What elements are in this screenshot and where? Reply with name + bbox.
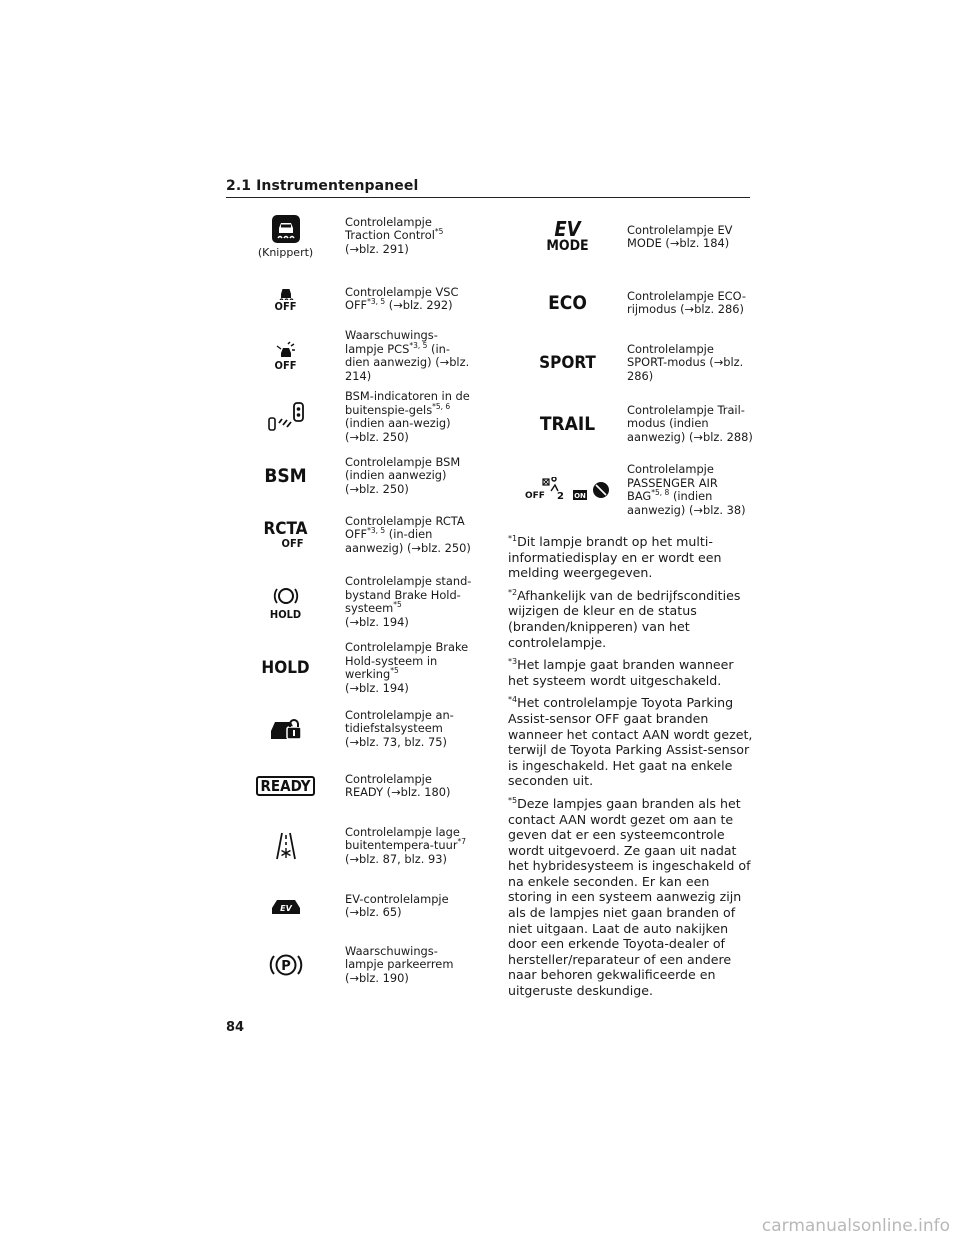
indicator-description: EV-controlelampje (→blz. 65)	[345, 891, 449, 919]
indicator-row	[226, 932, 472, 998]
indicator-description: Controlelampje stand-bystand Brake Hold-systeem$^{*5}$ (→blz. 194)	[345, 574, 472, 629]
indicator-description: Controlelampje Traction Control$^{*5}$ (→blz. 291)	[345, 214, 444, 256]
sport-mode-icon: SPORT	[539, 353, 596, 373]
indicator-row	[508, 454, 754, 526]
indicator-description: Controlelampje Brake Hold-systeem in werking$^{*5}$ (→blz. 194)	[345, 640, 469, 695]
footnote: $^{*2}$Afhankelijk van de bedrijfscondities wijzigen de kleur en de status (branden/knipperen) van het controlelampje.	[508, 587, 741, 650]
right-indicator-list	[508, 200, 754, 526]
brake-hold-operated-icon: HOLD	[261, 658, 310, 678]
indicator-description: Waarschuwings-lampje PCS$^{*3, 5}$ (in-dien aanwezig) (→blz. 214)	[345, 328, 470, 383]
ev-indicator-icon	[226, 895, 345, 917]
traction-control-icon	[226, 214, 345, 259]
indicator-row	[226, 880, 472, 932]
indicator-description: Controlelampje VSC OFF$^{*3, 5}$ (→blz. 292)	[345, 284, 459, 312]
indicator-row	[508, 332, 754, 394]
ready-icon: READY	[226, 776, 345, 796]
svg-text:ON: ON	[573, 492, 586, 500]
indicator-row	[508, 394, 754, 454]
indicator-row	[226, 326, 472, 386]
indicator-description: Waarschuwings-lampje parkeerrem (→blz. 190)	[345, 943, 454, 985]
off-label: OFF	[274, 358, 297, 372]
footnote: $^{*1}$Dit lampje brandt op het multi-informatiedisplay en er wordt een melding weergegeven.	[508, 533, 722, 581]
low-temperature-icon	[226, 831, 345, 861]
indicator-description: Controlelampje EV MODE (→blz. 184)	[627, 222, 733, 250]
indicator-row	[226, 566, 472, 638]
vsc-off-icon	[226, 286, 345, 313]
indicator-description: Controlelampje RCTA OFF$^{*3, 5}$ (in-dien aanwezig) (→blz. 250)	[345, 513, 471, 555]
footnote: $^{*4}$Het controlelampje Toyota Parking Assist-sensor OFF gaat branden wanneer het contact AAN wordt gezet, terwijl de Toyota Parking Assist-sensor is ingeschakeld. Het gaat na enkele seconden uit.	[508, 695, 753, 789]
indicator-description: Controlelampje an-tidiefstalsysteem (→blz. 73, blz. 75)	[345, 707, 454, 749]
indicator-row	[226, 698, 472, 760]
watermark: carmanualsonline.info	[761, 1216, 950, 1236]
indicator-row	[508, 274, 754, 332]
indicator-row	[226, 760, 472, 812]
eco-mode-icon: ECO	[548, 292, 587, 314]
passenger-airbag-icon	[508, 477, 627, 503]
left-indicator-list	[226, 200, 472, 998]
indicator-description: Controlelampje SPORT-modus (→blz. 286)	[627, 341, 744, 383]
indicator-row	[226, 272, 472, 326]
indicator-description: Controlelampje BSM (indien aanwezig) (→blz. 250)	[345, 454, 461, 496]
indicator-description: BSM-indicatoren in de buitenspie-gels$^{*5, 6}$ (indien aan-wezig) (→blz. 250)	[345, 389, 470, 444]
section-header: 2.1 Instrumentenpaneel	[226, 178, 750, 198]
indicator-description: Controlelampje ECO-rijmodus (→blz. 286)	[627, 288, 747, 316]
indicator-row	[226, 386, 472, 448]
indicator-description: Controlelampje READY (→blz. 180)	[345, 771, 451, 799]
anti-theft-icon	[226, 717, 345, 741]
indicator-row	[226, 200, 472, 272]
indicator-row	[226, 504, 472, 566]
indicator-row	[226, 638, 472, 698]
pcs-warning-icon	[226, 341, 345, 372]
page-number: 84	[226, 1020, 245, 1035]
brake-hold-standby-icon: HOLD	[226, 584, 345, 621]
ev-mode-icon: EV MODE	[546, 217, 589, 254]
footnote: $^{*3}$Het lampje gaat branden wanneer het systeem wordt uitgeschakeld.	[508, 656, 734, 688]
bsm-outside-mirror-icon	[226, 400, 345, 434]
svg-text:P: P	[280, 959, 291, 974]
indicator-description: Controlelampje lage buitentempera-tuur$^{*7}$ (→blz. 87, blz. 93)	[345, 824, 467, 866]
indicator-row	[226, 812, 472, 880]
footnotes	[508, 534, 754, 1006]
indicator-description: Controlelampje Trail-modus (indien aanwezig) (→blz. 288)	[627, 402, 753, 444]
parking-brake-icon	[226, 951, 345, 979]
svg-text:EV: EV	[279, 904, 292, 913]
off-label: OFF	[274, 299, 297, 313]
trail-mode-icon: TRAIL	[539, 413, 596, 435]
indicator-description: Controlelampje PASSENGER AIR BAG$^{*5, 8}$ (indien aanwezig) (→blz. 38)	[627, 462, 746, 517]
svg-text:OFF: OFF	[524, 491, 545, 501]
svg-text:2: 2	[556, 491, 564, 502]
indicator-row	[226, 448, 472, 504]
footnote: $^{*5}$Deze lampjes gaan branden als het contact AAN wordt gezet om aan te geven dat er een systeemcontrole wordt uitgevoerd. Ze gaan uit nadat het hybridesysteem is ingeschakeld of na enkele seconden. Er kan een storing in een systeem aanwezig zijn als de lampjes niet gaan branden of niet uitgaan. Laat de auto nakijken door een erkende Toyota-dealer of hersteller/reparateur of een andere naar behoren gekwalificeerde en uitgeruste deskundige.	[508, 795, 751, 999]
rcta-off-icon: RCTA OFF	[263, 518, 308, 550]
blink-label: (Knippert)	[257, 245, 314, 259]
indicator-row	[508, 200, 754, 274]
bsm-icon: BSM	[264, 465, 307, 487]
